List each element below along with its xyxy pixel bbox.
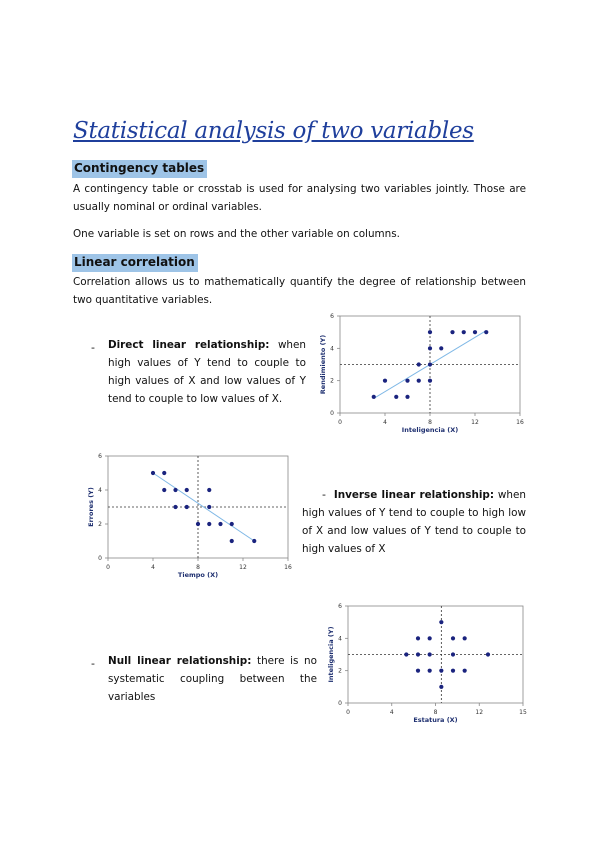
y-tick-label: 4 — [330, 345, 334, 353]
x-tick-label: 8 — [428, 419, 432, 426]
data-point — [185, 488, 189, 492]
y-tick-label: 0 — [338, 700, 342, 707]
data-point — [405, 395, 409, 399]
data-point — [394, 395, 398, 399]
bullet-dash: - — [322, 488, 326, 501]
data-point — [252, 539, 256, 543]
y-tick-label: 2 — [98, 521, 102, 528]
direct-description: when high values of Y tend to couple to high values of X and low values of Y tend to couple to low values of X. — [108, 339, 306, 405]
data-point — [207, 505, 211, 509]
data-point — [450, 330, 454, 334]
x-tick-label: 16 — [516, 419, 524, 426]
x-tick-label: 0 — [346, 709, 350, 716]
data-point — [428, 330, 432, 334]
data-point — [162, 471, 166, 475]
data-point — [451, 636, 455, 640]
contingency-paragraph-1: A contingency table or crosstab is used for analysing two variables jointly. Those are usually nominal or ordinal variables. — [73, 183, 526, 213]
direct-scatter-chart — [318, 310, 528, 435]
data-point — [417, 379, 421, 383]
data-point — [383, 379, 387, 383]
x-tick-label: 8 — [196, 564, 200, 571]
x-tick-label: 15 — [519, 709, 527, 716]
data-point — [484, 330, 488, 334]
inverse-relationship-text — [302, 486, 526, 558]
x-tick-label: 4 — [151, 564, 155, 571]
data-point — [404, 652, 408, 656]
data-point — [151, 471, 155, 475]
bullet-dash: - — [91, 657, 95, 670]
x-tick-label: 12 — [475, 709, 484, 716]
data-point — [428, 379, 432, 383]
data-point — [473, 330, 477, 334]
y-axis-label: Rendimiento (Y) — [319, 334, 327, 395]
null-label: Null linear relationship: — [108, 655, 252, 667]
null-scatter-chart — [326, 600, 531, 725]
data-point — [463, 669, 467, 673]
data-point — [173, 488, 177, 492]
data-point — [439, 669, 443, 673]
y-tick-label: 0 — [330, 410, 334, 417]
data-point — [428, 362, 432, 366]
x-tick-label: 12 — [239, 564, 247, 571]
data-point — [207, 488, 211, 492]
y-tick-label: 4 — [98, 487, 102, 494]
x-axis-label: Tiempo (X) — [177, 571, 219, 579]
data-point — [462, 330, 466, 334]
null-description: there is no systematic coupling between the variables — [108, 655, 317, 703]
data-point — [463, 636, 467, 640]
data-point — [439, 346, 443, 350]
x-tick-label: 12 — [471, 419, 479, 426]
y-axis-label: Errores (Y) — [87, 487, 95, 527]
data-point — [405, 379, 409, 383]
x-tick-label: 8 — [433, 709, 438, 716]
x-tick-label: 4 — [383, 419, 387, 426]
x-tick-label: 0 — [338, 419, 342, 426]
data-point — [439, 620, 443, 624]
data-point — [162, 488, 166, 492]
data-point — [486, 652, 490, 656]
data-point — [428, 669, 432, 673]
y-axis-label: Inteligencia (Y) — [327, 626, 335, 683]
data-point — [185, 505, 189, 509]
null-bullet — [91, 652, 95, 671]
data-point — [173, 505, 177, 509]
data-point — [428, 636, 432, 640]
y-tick-label: 0 — [98, 555, 102, 562]
data-point — [417, 362, 421, 366]
data-point — [439, 685, 443, 689]
section-heading-linear: Linear correlation — [72, 254, 198, 272]
data-point — [218, 522, 222, 526]
data-point — [416, 652, 420, 656]
data-point — [451, 669, 455, 673]
page-title: Statistical analysis of two variables — [73, 118, 474, 144]
x-tick-label: 4 — [389, 709, 394, 716]
contingency-paragraph-2: One variable is set on rows and the other variable on columns. — [73, 228, 400, 240]
data-point — [451, 652, 455, 656]
y-tick-label: 2 — [330, 377, 334, 385]
inverse-description: when high values of Y tend to couple to high low of X and low values of Y tend to couple to high values of X — [302, 489, 526, 555]
null-relationship-text — [108, 652, 317, 706]
data-point — [416, 669, 420, 673]
data-point — [230, 539, 234, 543]
section-heading-contingency: Contingency tables — [72, 160, 207, 178]
inverse-label: Inverse linear relationship: — [333, 489, 494, 501]
data-point — [428, 652, 432, 656]
bullet-dash: - — [91, 341, 95, 354]
y-tick-label: 2 — [338, 667, 342, 675]
x-axis-label: Inteligencia (X) — [401, 426, 459, 434]
direct-relationship-text — [108, 336, 306, 408]
data-point — [416, 636, 420, 640]
x-tick-label: 0 — [106, 564, 110, 571]
y-tick-label: 6 — [338, 603, 342, 610]
inverse-scatter-chart — [86, 450, 296, 580]
y-tick-label: 6 — [330, 313, 334, 320]
direct-bullet — [91, 336, 95, 355]
direct-label: Direct linear relationship: — [108, 339, 270, 351]
x-axis-label: Estatura (X) — [413, 716, 458, 724]
data-point — [372, 395, 376, 399]
data-point — [207, 522, 211, 526]
y-tick-label: 6 — [98, 453, 102, 460]
linear-intro-paragraph: Correlation allows us to mathematically quantify the degree of relationship between two quantitative variables. — [73, 276, 526, 306]
data-point — [428, 346, 432, 350]
data-point — [230, 522, 234, 526]
y-tick-label: 4 — [338, 635, 342, 643]
x-tick-label: 16 — [284, 564, 292, 571]
data-point — [196, 522, 200, 526]
